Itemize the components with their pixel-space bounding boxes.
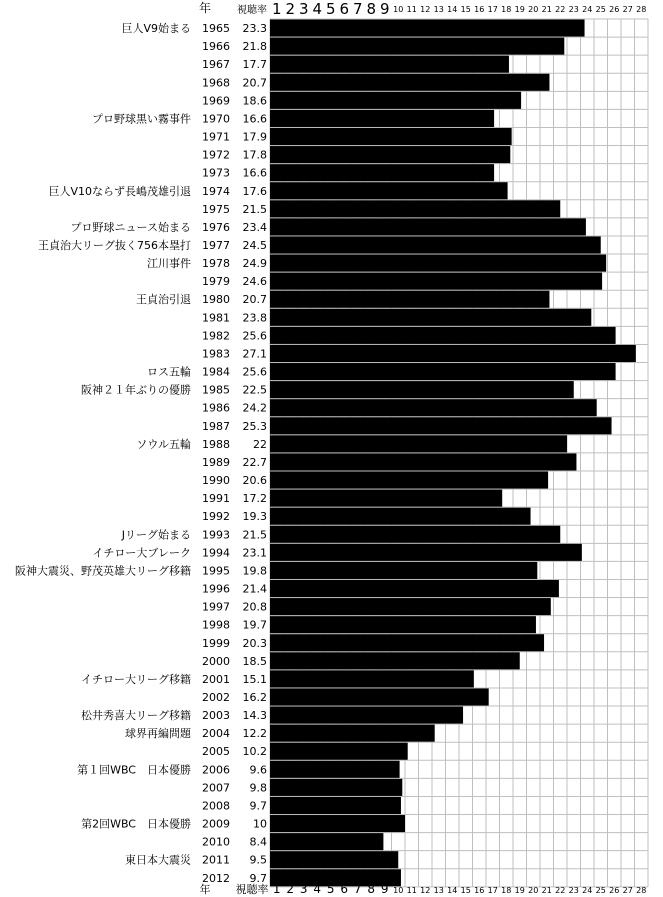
bar <box>270 110 494 127</box>
bar <box>270 345 636 362</box>
footer-rating-label: 視聴率 <box>235 883 269 896</box>
year-label: 1993 <box>202 528 230 542</box>
value-label: 21.4 <box>242 582 267 596</box>
value-label: 23.3 <box>242 22 267 36</box>
value-label: 25.6 <box>242 329 267 343</box>
value-label: 8.4 <box>249 835 267 849</box>
event-label: ロス五輪 <box>147 365 191 379</box>
year-label: 1985 <box>202 383 230 397</box>
event-label: イチロー大ブレーク <box>92 546 191 560</box>
value-label: 24.6 <box>242 275 267 289</box>
bar <box>270 273 602 290</box>
header-year-label: 年 <box>198 1 212 15</box>
tick-label-bottom: 10 <box>393 886 404 895</box>
bar <box>270 435 567 452</box>
bar <box>270 182 508 199</box>
tick-label-top: 19 <box>514 5 525 14</box>
year-label: 1990 <box>202 474 230 488</box>
year-label: 2000 <box>202 654 230 668</box>
year-label: 1994 <box>202 546 230 560</box>
bar <box>270 725 435 742</box>
year-label: 1970 <box>202 112 230 126</box>
year-label: 1975 <box>202 202 230 216</box>
tick-label-top: 18 <box>501 5 512 14</box>
bar <box>270 327 616 344</box>
event-label: 阪神２１年ぶりの優勝 <box>81 383 191 397</box>
tick-label-top: 9 <box>379 0 390 18</box>
tick-label-bottom: 7 <box>353 882 362 896</box>
bar <box>270 526 560 543</box>
tick-label-top: 14 <box>447 5 458 14</box>
value-label: 21.5 <box>242 528 267 542</box>
bar <box>270 236 601 253</box>
tick-label-top: 10 <box>393 5 404 14</box>
year-label: 2004 <box>202 727 230 741</box>
tick-label-top: 17 <box>487 5 498 14</box>
value-label: 24.2 <box>242 401 267 415</box>
tick-label-bottom: 20 <box>528 886 539 895</box>
value-label: 22.7 <box>242 455 267 469</box>
tick-label-bottom: 9 <box>380 882 389 896</box>
event-label: ソウル五輪 <box>136 437 191 451</box>
year-label: 1977 <box>202 239 230 252</box>
bar <box>270 218 586 235</box>
tick-label-top: 4 <box>312 0 323 18</box>
tick-label-bottom: 1 <box>272 882 281 896</box>
value-label: 9.6 <box>249 763 267 777</box>
year-label: 1969 <box>202 94 230 108</box>
year-label: 1984 <box>202 365 230 379</box>
year-label: 1998 <box>202 618 230 632</box>
tick-label-top: 7 <box>352 0 363 18</box>
tick-label-top: 1 <box>271 0 282 18</box>
tick-label-bottom: 5 <box>326 882 335 896</box>
year-label: 1967 <box>202 58 230 72</box>
event-label: 東日本大震災 <box>125 853 191 867</box>
year-label: 1972 <box>202 148 230 162</box>
value-label: 25.3 <box>242 419 267 433</box>
bar <box>270 128 512 145</box>
year-label: 1992 <box>202 510 230 524</box>
value-label: 24.9 <box>242 257 267 271</box>
tick-label-top: 23 <box>568 5 579 14</box>
tick-label-top: 16 <box>474 5 485 14</box>
bar <box>270 74 549 91</box>
tick-label-bottom: 26 <box>609 886 620 895</box>
tick-label-bottom: 23 <box>568 886 579 895</box>
tick-label-bottom: 8 <box>367 882 376 896</box>
year-label: 2002 <box>202 691 230 704</box>
bar <box>270 779 402 796</box>
bar <box>270 634 544 651</box>
bar <box>270 417 612 434</box>
value-label: 21.5 <box>242 202 267 216</box>
bar <box>270 490 502 507</box>
value-label: 27.1 <box>242 347 267 361</box>
value-label: 22 <box>253 437 267 451</box>
event-label: 王貞治大リーグ抜く756本塁打 <box>38 239 191 252</box>
year-label: 2006 <box>202 763 230 777</box>
tick-label-bottom: 11 <box>406 886 417 895</box>
tick-label-top: 13 <box>433 5 444 14</box>
bar <box>270 20 585 37</box>
event-label: 第2回WBC 日本優勝 <box>81 817 191 831</box>
value-label: 16.2 <box>242 691 267 704</box>
bar <box>270 453 576 470</box>
tick-label-bottom: 18 <box>501 886 512 895</box>
event-label: Jリーグ始まる <box>121 528 191 542</box>
year-label: 1999 <box>202 636 230 650</box>
event-label: プロ野球ニュース始まる <box>70 220 191 234</box>
year-label: 1981 <box>202 311 230 325</box>
header-rating-label-top: 視聴率 <box>237 5 267 16</box>
tick-label-bottom: 12 <box>420 886 431 895</box>
event-label: イチロー大リーグ移籍 <box>81 672 191 686</box>
tick-label-bottom: 13 <box>433 886 444 895</box>
value-label: 22.5 <box>242 383 267 397</box>
bar <box>270 363 616 380</box>
bar <box>270 833 383 850</box>
value-label: 20.7 <box>242 76 267 90</box>
bar <box>270 707 463 724</box>
tick-label-top: 15 <box>460 5 471 14</box>
value-label: 17.7 <box>242 58 267 72</box>
tick-label-bottom: 2 <box>286 882 295 896</box>
tick-label-bottom: 24 <box>582 886 593 895</box>
year-label: 1966 <box>202 40 230 54</box>
tick-label-top: 5 <box>325 0 336 18</box>
value-label: 16.6 <box>242 112 267 126</box>
value-label: 24.5 <box>242 239 267 252</box>
value-label: 20.8 <box>242 600 267 614</box>
value-label: 19.8 <box>242 564 267 578</box>
tick-label-top: 26 <box>609 5 620 14</box>
bar <box>270 670 474 687</box>
event-label: 球界再編問題 <box>125 727 191 741</box>
tick-label-top: 8 <box>366 0 377 18</box>
year-label: 2008 <box>202 799 230 813</box>
value-label: 18.6 <box>242 94 267 108</box>
tick-label-top: 3 <box>298 0 309 18</box>
year-label: 1987 <box>202 419 230 433</box>
bar <box>270 851 398 868</box>
value-label: 25.6 <box>242 365 267 379</box>
tick-label-bottom: 16 <box>474 886 485 895</box>
bar <box>270 200 560 217</box>
value-label: 20.6 <box>242 474 267 488</box>
bar <box>270 508 531 525</box>
tick-label-top: 12 <box>420 5 431 14</box>
tick-label-bottom: 15 <box>460 886 471 895</box>
event-label: 江川事件 <box>147 257 191 271</box>
tick-label-top: 21 <box>541 5 552 14</box>
value-label: 9.8 <box>249 781 267 795</box>
value-label: 9.5 <box>249 853 267 867</box>
tick-label-top: 27 <box>622 5 633 14</box>
year-label: 2003 <box>202 709 230 723</box>
bar <box>270 544 582 561</box>
tick-label-bottom: 4 <box>313 882 322 896</box>
bar <box>270 255 606 272</box>
value-label: 18.5 <box>242 654 267 668</box>
value-label: 12.2 <box>242 727 267 741</box>
bar <box>270 616 536 633</box>
tick-label-bottom: 14 <box>447 886 458 895</box>
year-label: 1982 <box>202 329 230 343</box>
year-label: 1965 <box>202 22 230 36</box>
tick-label-top: 11 <box>406 5 417 14</box>
year-label: 1974 <box>202 184 230 198</box>
bar <box>270 291 549 308</box>
tick-label-top: 20 <box>528 5 539 14</box>
year-label: 1988 <box>202 437 230 451</box>
year-label: 1979 <box>202 275 230 289</box>
tick-label-bottom: 25 <box>595 886 606 895</box>
value-label: 23.8 <box>242 311 267 325</box>
year-label: 1978 <box>202 257 230 271</box>
year-label: 2012 <box>202 871 230 885</box>
bar <box>270 399 597 416</box>
year-label: 1986 <box>202 401 230 415</box>
value-label: 17.2 <box>242 492 267 506</box>
tick-label-bottom: 27 <box>622 886 633 895</box>
bar <box>270 164 494 181</box>
bar <box>270 688 489 705</box>
value-label: 9.7 <box>249 871 267 885</box>
bar <box>270 598 551 615</box>
tick-label-bottom: 17 <box>487 886 498 895</box>
bar <box>270 580 559 597</box>
event-label: プロ野球黒い霧事件 <box>92 112 191 126</box>
year-label: 1980 <box>202 293 230 307</box>
tick-label-bottom: 22 <box>555 886 566 895</box>
bar <box>270 146 510 163</box>
bar <box>270 92 521 109</box>
event-label: 第１回WBC 日本優勝 <box>77 763 191 777</box>
event-label: 王貞治引退 <box>136 293 191 307</box>
event-label: 巨人V9始まる <box>121 22 191 36</box>
row-labels <box>15 21 267 885</box>
value-label: 10 <box>253 817 267 831</box>
year-label: 2007 <box>202 781 230 795</box>
year-label: 2011 <box>202 853 230 867</box>
tick-label-top: 22 <box>555 5 566 14</box>
year-label: 1973 <box>202 166 230 180</box>
value-label: 17.8 <box>242 148 267 162</box>
tick-label-top: 24 <box>582 5 593 14</box>
tick-label-bottom: 19 <box>514 886 525 895</box>
value-label: 20.3 <box>242 636 267 650</box>
value-label: 20.7 <box>242 293 267 307</box>
event-label: 阪神大震災、野茂英雄大リーグ移籍 <box>15 564 191 578</box>
event-label: 松井秀喜大リーグ移籍 <box>81 709 191 723</box>
tick-label-bottom: 28 <box>636 886 647 895</box>
bar <box>270 309 591 326</box>
event-label: 巨人V10ならず長嶋茂雄引退 <box>48 184 191 198</box>
value-label: 23.4 <box>242 220 267 234</box>
bar <box>270 472 548 489</box>
tick-label-bottom: 6 <box>340 882 349 896</box>
tick-label-bottom: 21 <box>541 886 552 895</box>
year-label: 1991 <box>202 492 230 506</box>
year-label: 2010 <box>202 835 230 849</box>
year-label: 1968 <box>202 76 230 90</box>
value-label: 10.2 <box>242 745 267 759</box>
tick-label-top: 6 <box>339 0 350 18</box>
year-label: 1989 <box>202 455 230 469</box>
tick-label-top: 25 <box>595 5 606 14</box>
value-label: 17.9 <box>242 130 267 144</box>
value-label: 21.8 <box>242 40 267 54</box>
year-label: 1997 <box>202 600 230 614</box>
value-label: 17.6 <box>242 184 267 198</box>
value-label: 19.7 <box>242 618 267 632</box>
tick-label-bottom: 3 <box>299 882 308 896</box>
bar <box>270 815 405 832</box>
bar <box>270 652 520 669</box>
value-label: 9.7 <box>249 799 267 813</box>
year-label: 1996 <box>202 582 230 596</box>
tick-label-top: 28 <box>636 5 647 14</box>
value-label: 23.1 <box>242 546 267 560</box>
value-label: 16.6 <box>242 166 267 180</box>
year-label: 1976 <box>202 220 230 234</box>
bar <box>270 761 400 778</box>
value-label: 14.3 <box>242 709 267 723</box>
footer-year-label: 年 <box>199 883 211 896</box>
bar <box>270 381 574 398</box>
bar <box>270 797 401 814</box>
bar <box>270 38 564 55</box>
bar <box>270 562 537 579</box>
bar <box>270 743 408 760</box>
bar <box>270 56 509 73</box>
year-label: 1983 <box>202 347 230 361</box>
year-label: 2005 <box>202 745 230 759</box>
value-label: 19.3 <box>242 510 267 524</box>
value-label: 15.1 <box>242 672 267 686</box>
tick-label-top: 2 <box>285 0 296 18</box>
year-label: 2001 <box>202 672 230 686</box>
year-label: 2009 <box>202 817 230 831</box>
year-label: 1971 <box>202 130 230 144</box>
year-label: 1995 <box>202 564 230 578</box>
